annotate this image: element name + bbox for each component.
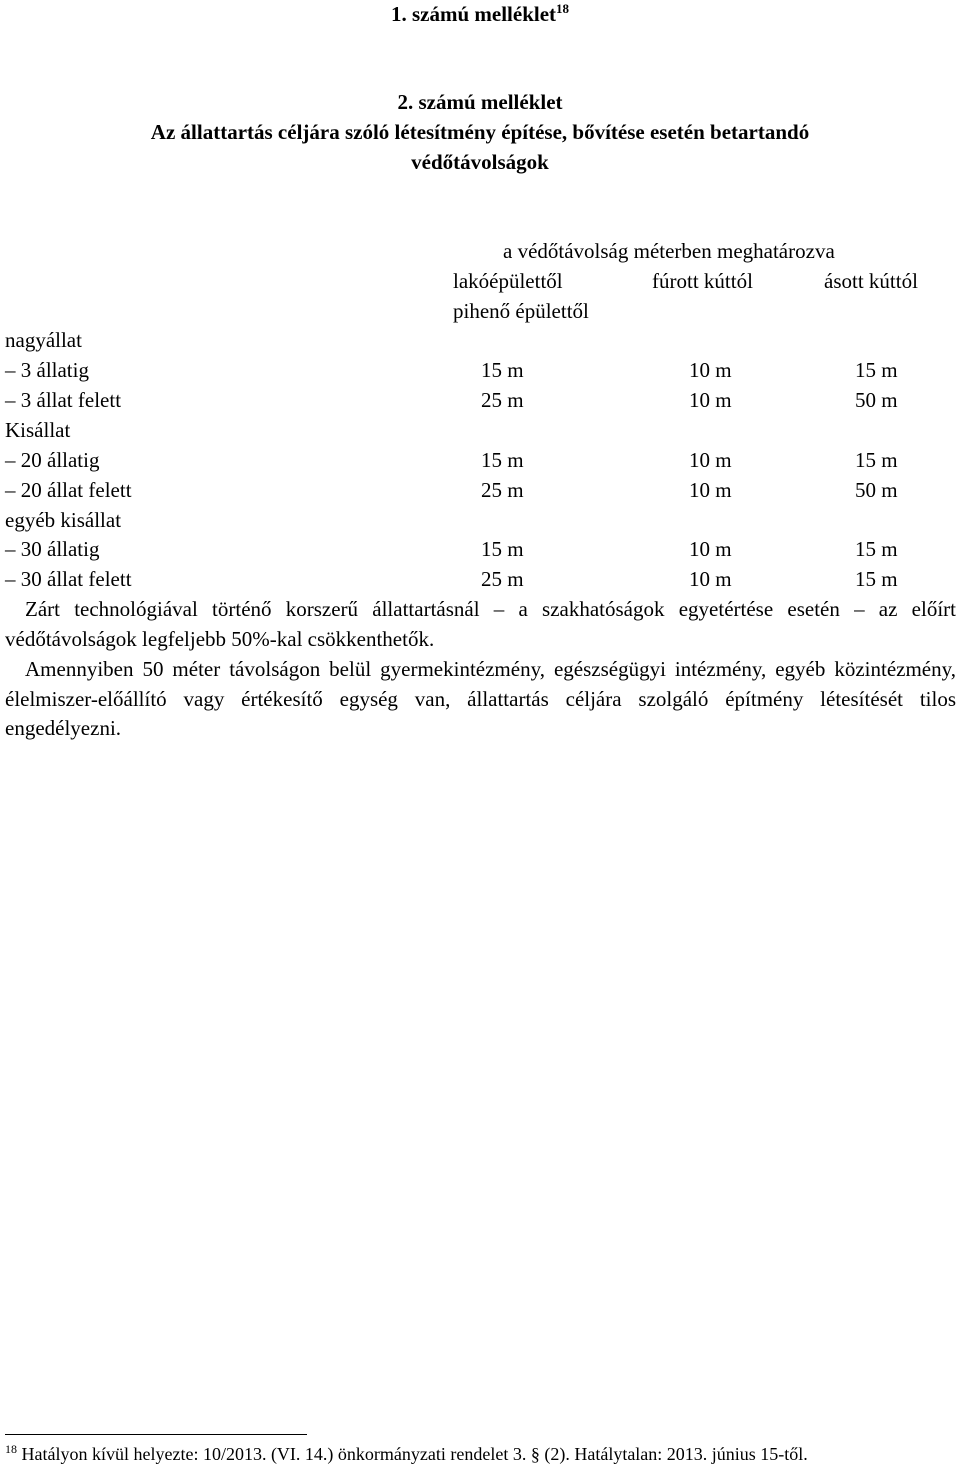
value-residential: 15 m [481, 448, 524, 472]
row-label: – 30 állatig [5, 537, 100, 561]
column-header-drilled-well: fúrott kúttól [652, 269, 753, 293]
row-label: – 20 állat felett [5, 478, 132, 502]
footnote-divider [5, 1434, 307, 1435]
annex-number-title: 2. számú melléklet [397, 90, 563, 114]
value-drilled-well: 10 m [689, 567, 732, 591]
value-dug-well: 15 m [855, 537, 898, 561]
value-dug-well: 50 m [855, 388, 898, 412]
paragraph-reduction: Zárt technológiával történő korszerű állattartásnál – a szakhatóságok egyetértése esetén – az előírt védőtávolságok legfeljebb 50%-kal csökkenthetők. [5, 597, 956, 651]
table-caption: a védőtávolság méterben meghatározva [503, 239, 835, 263]
footnote-ref[interactable]: 18 [556, 1, 570, 16]
footnote-number: 18 [5, 1442, 17, 1456]
value-dug-well: 15 m [855, 567, 898, 591]
annex-title-line1: Az állattartás céljára szóló létesítmény építése, bővítése esetén betartandó [150, 120, 810, 144]
value-drilled-well: 10 m [689, 478, 732, 502]
footnote-text: Hatályon kívül helyezte: 10/2013. (VI. 14.) önkormányzati rendelet 3. § (2). Hatálytalan: 2013. június 15-től. [21, 1444, 808, 1464]
paragraph-prohibition: Amennyiben 50 méter távolságon belül gyermekintézmény, egészségügyi intézmény, egyéb közintézmény, élelmiszer-előállító vagy értékesítő egység van, állattartás céljára szolgáló építmény létesítését tilos engedélyezni. [5, 657, 956, 741]
group-name: egyéb kisállat [5, 508, 122, 532]
row-label: – 3 állatig [5, 358, 89, 382]
value-residential: 25 m [481, 567, 524, 591]
annex-title-line2: védőtávolságok [411, 150, 549, 174]
footnote [5, 1443, 808, 1465]
value-dug-well: 15 m [855, 448, 898, 472]
value-residential: 15 m [481, 358, 524, 382]
row-label: – 30 állat felett [5, 567, 132, 591]
value-drilled-well: 10 m [689, 388, 732, 412]
value-drilled-well: 10 m [689, 537, 732, 561]
column-header-rest-building: pihenő épülettől [453, 299, 589, 323]
value-residential: 25 m [481, 388, 524, 412]
column-header-residential: lakóépülettől [453, 269, 563, 293]
value-drilled-well: 10 m [689, 358, 732, 382]
value-residential: 15 m [481, 537, 524, 561]
row-label: – 3 állat felett [5, 388, 122, 412]
page-header [0, 0, 960, 30]
value-residential: 25 m [481, 478, 524, 502]
header-title: 1. számú melléklet [390, 2, 557, 26]
row-label: – 20 állatig [5, 448, 100, 472]
column-header-dug-well: ásott kúttól [824, 269, 918, 293]
value-drilled-well: 10 m [689, 448, 732, 472]
value-dug-well: 50 m [855, 478, 898, 502]
group-name: Kisállat [5, 418, 71, 442]
group-name: nagyállat [5, 328, 82, 352]
value-dug-well: 15 m [855, 358, 898, 382]
